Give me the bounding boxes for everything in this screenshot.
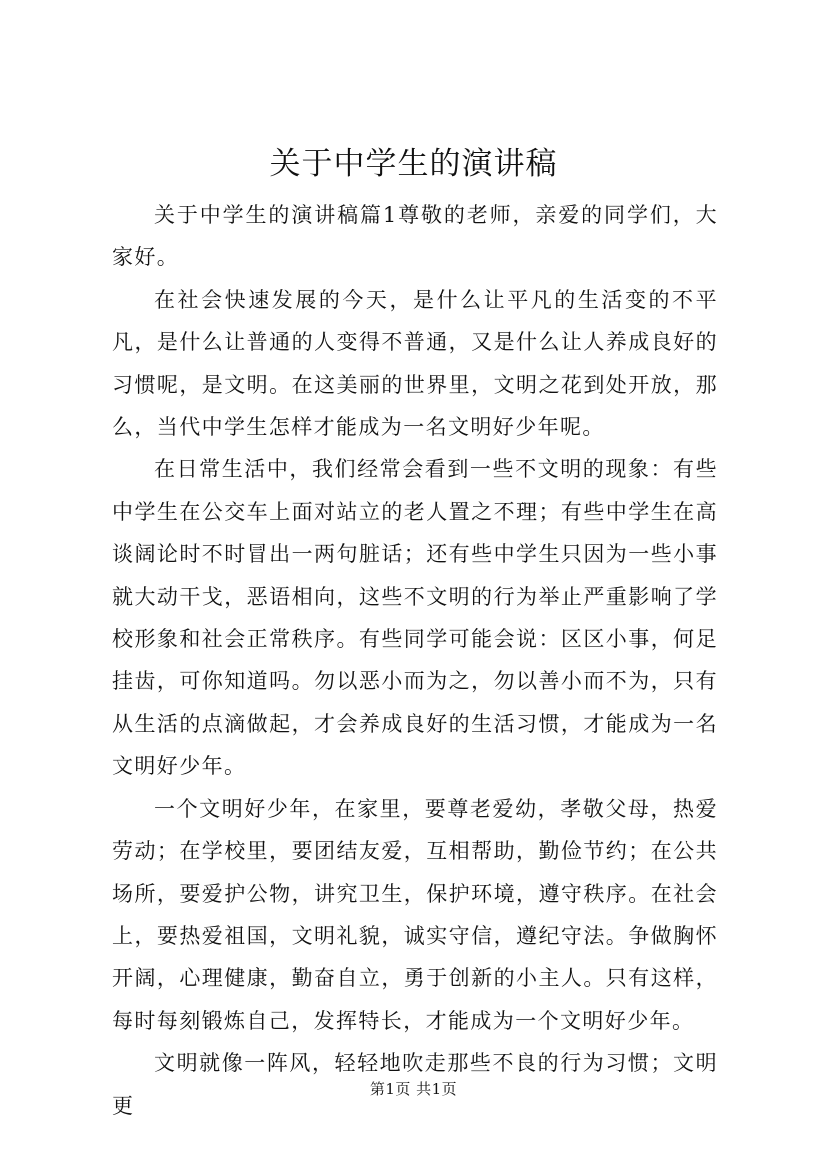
page-footer: 第1页 共1页 xyxy=(369,1080,458,1098)
document-body xyxy=(112,194,718,1127)
paragraph-5: 文明就像一阵风，轻轻地吹走那些不良的行为习惯；文明更 xyxy=(112,1051,718,1118)
paragraph-4: 一个文明好少年，在家里，要尊老爱幼，孝敬父母，热爱劳动；在学校里，要团结友爱，互相帮助，勤俭节约；在公共场所，要爱护公物，讲究卫生，保护环境，遵守秩序。在社会上，要热爱祖国，文明礼貌，诚实守信，遵纪守法。争做胸怀开阔，心理健康，勤奋自立，勇于创新的小主人。只有这样，每时每刻锻炼自己，发挥特长，才能成为一个文明好少年。 xyxy=(112,796,718,1033)
paragraph-2: 在社会快速发展的今天，是什么让平凡的生活变的不平凡，是什么让普通的人变得不普通，又是什么让人养成良好的习惯呢，是文明。在这美丽的世界里，文明之花到处开放，那么，当代中学生怎样才能成为一名文明好少年呢。 xyxy=(112,287,718,440)
paragraph-1: 关于中学生的演讲稿篇1尊敬的老师，亲爱的同学们，大家好。 xyxy=(112,203,718,270)
document-title: 关于中学生的演讲稿 xyxy=(269,146,558,182)
paragraph-3: 在日常生活中，我们经常会看到一些不文明的现象：有些中学生在公交车上面对站立的老人置之不理；有些中学生在高谈阔论时不时冒出一两句脏话；还有些中学生只因为一些小事就大动干戈，恶语相向，这些不文明的行为举止严重影响了学校形象和社会正常秩序。有些同学可能会说：区区小事，何足挂齿，可你知道吗。勿以恶小而为之，勿以善小而不为，只有从生活的点滴做起，才会养成良好的生活习惯，才能成为一名文明好少年。 xyxy=(112,457,718,779)
